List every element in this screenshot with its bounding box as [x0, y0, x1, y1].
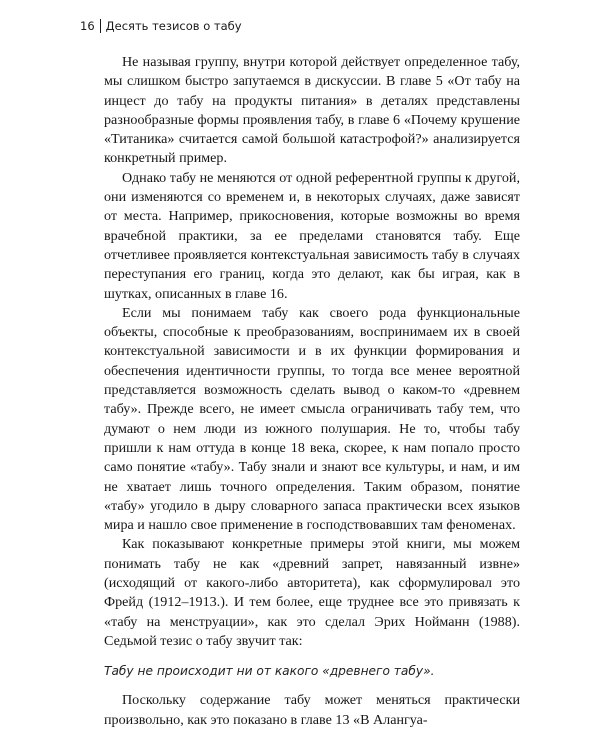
- paragraph: Как показывают конкретные примеры этой книги, мы можем понимать табу не как «древний запрет, навязанный извне» (исходящий от какого-либо авторитета), как сформулировал это Фрейд (1912–1913.). И тем более, еще труднее все это привязать к «табу на менструации», как это сделал Эрих Нойманн (1988). Седьмой тезис о табу звучит так:: [104, 536, 520, 649]
- running-header: [80, 19, 242, 33]
- paragraph: Если мы понимаем табу как своего рода функциональные объекты, способные к преобразованиям, воспринимаем их в своей контекстуальной зависимости и в их функции формирования и обеспечения идентичности группы, то тогда все менее вероятной представляется возможность сделать вывод о каком-то «древнем табу». Прежде всего, не имеет смысла ограничивать табу тем, что думают о нем люди из южного полушария. Не то, чтобы табу пришли к нам оттуда в конце 18 века, скорее, к нам попало просто само понятие «табу». Табу знали и знают все культуры, и нам, и им не хватает лишь точного определения. Таким образом, понятие «табу» угодило в дыру словарного запаса практически всех языков мира и нашло свое применение в господствовавших там феноменах.: [104, 304, 520, 534]
- page-number: 16: [80, 19, 95, 33]
- running-title: Десять тезисов о табу: [105, 19, 242, 33]
- thesis-statement: Табу не происходит ни от какого «древнего табу».: [104, 664, 435, 679]
- main-text: [104, 53, 520, 730]
- paragraph: Поскольку содержание табу может меняться практически произвольно, как это показано в главе 13 «В Алангуа-: [104, 692, 520, 728]
- paragraph: Не называя группу, внутри которой действует определенное табу, мы слишком быстро запутаемся в дискуссии. В главе 5 «От табу на инцест до табу на продукты питания» в деталях представлены разнообразные формы проявления табу, в главе 6 «Почему крушение «Титаника» считается самой большой катастрофой?» анализируется конкретный пример.: [104, 54, 520, 167]
- paragraph: Однако табу не меняются от одной референтной группы к другой, они изменяются со временем и, в некоторых случаях, даже зависят от места. Например, прикосновения, которые возможны во время врачебной практики, за ее пределами становятся табу. Еще отчетливее проявляется контекстуальная зависимость табу в случаях переступания его границ, когда это делают, как бы играя, как в шутках, описанных в главе 16.: [104, 169, 520, 302]
- header-divider: [100, 19, 101, 33]
